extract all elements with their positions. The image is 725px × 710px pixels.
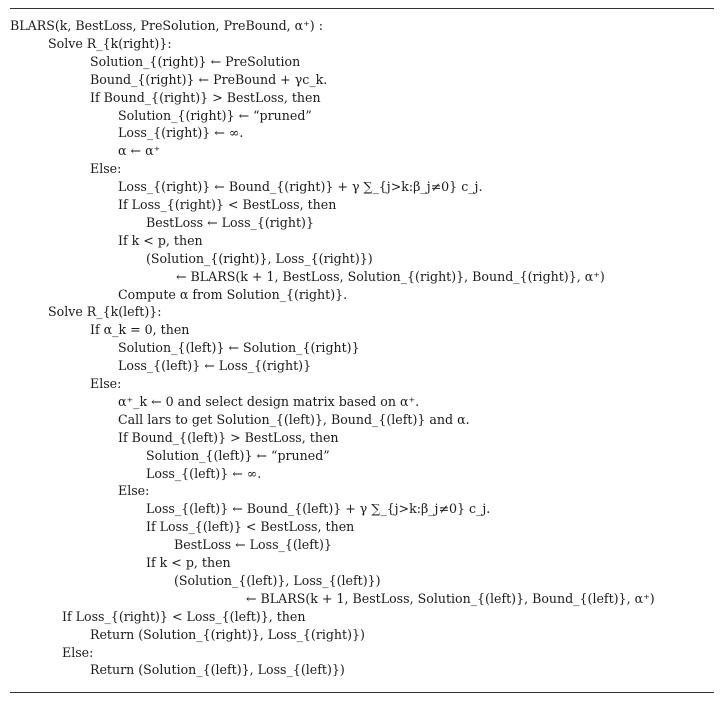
algorithm-line: (Solution_{(left)}, Loss_{(left)}) [174, 572, 381, 588]
algorithm-line: Loss_{(left)} ← Loss_{(right)} [118, 358, 312, 374]
algorithm-line: Loss_{(right)} ← Bound_{(right)} + γ ∑_{j>k:β_j≠0} c_j. [118, 179, 483, 195]
algorithm-line: α⁺_k ← 0 and select design matrix based on α⁺. [118, 393, 420, 409]
algorithm-line: (Solution_{(right)}, Loss_{(right)}) [146, 250, 373, 266]
algorithm-line: Return (Solution_{(right)}, Loss_{(right)}) [90, 626, 365, 642]
algorithm-line: Loss_{(left)} ← ∞. [146, 465, 262, 481]
algorithm-line: Compute α from Solution_{(right)}. [118, 286, 348, 302]
algorithm-line: Solve R_{k(left)}: [48, 304, 162, 320]
algorithm-line: Solve R_{k(right)}: [48, 35, 172, 51]
algorithm-line: If Loss_{(left)} < BestLoss, then [146, 519, 355, 535]
algorithm-line: Else: [90, 376, 122, 391]
algorithm-line: If Loss_{(right)} < Loss_{(left)}, then [62, 608, 306, 624]
algorithm-line: BestLoss ← Loss_{(right)} [146, 214, 314, 230]
algorithm-line: BestLoss ← Loss_{(left)} [174, 537, 332, 553]
algorithm-line: α ← α⁺ [118, 143, 161, 159]
algorithm-line: ← BLARS(k + 1, BestLoss, Solution_{(right)}, Bound_{(right)}, α⁺) [176, 268, 605, 284]
bottom-rule [10, 692, 714, 693]
algorithm-line: Bound_{(right)} ← PreBound + γc_k. [90, 71, 328, 87]
algorithm-line: If k < p, then [146, 555, 231, 570]
algorithm-line: Solution_{(left)} ← Solution_{(right)} [118, 340, 360, 356]
algorithm-line: Else: [118, 483, 150, 499]
algorithm-line: If Loss_{(right)} < BestLoss, then [118, 197, 337, 212]
algorithm-line: ← BLARS(k + 1, BestLoss, Solution_{(left)}, Bound_{(left)}, α⁺) [246, 590, 655, 606]
algorithm-line: Loss_{(left)} ← Bound_{(left)} + γ ∑_{j>k:β_j≠0} c_j. [146, 501, 491, 517]
algorithm-line: Loss_{(right)} ← ∞. [118, 125, 244, 141]
algorithm-line: BLARS(k, BestLoss, PreSolution, PreBound, α⁺) : [10, 18, 323, 33]
algorithm-line: Call lars to get Solution_{(left)}, Bound_{(left)} and α. [118, 411, 470, 427]
algorithm-line: Solution_{(left)} ← “pruned” [146, 447, 330, 463]
algorithm-line: Solution_{(right)} ← “pruned” [118, 107, 312, 123]
algorithm-line: If Bound_{(left)} > BestLoss, then [118, 429, 339, 445]
algorithm-line: If Bound_{(right)} > BestLoss, then [90, 89, 321, 105]
algorithm-line: Solution_{(right)} ← PreSolution [90, 53, 301, 69]
algorithm-line: If α_k = 0, then [90, 322, 190, 338]
algorithm-line: Else: [90, 161, 122, 177]
algorithm-line: Return (Solution_{(left)}, Loss_{(left)}) [90, 662, 345, 678]
algorithm-line: Else: [62, 644, 94, 660]
algorithm-line: If k < p, then [118, 232, 203, 248]
